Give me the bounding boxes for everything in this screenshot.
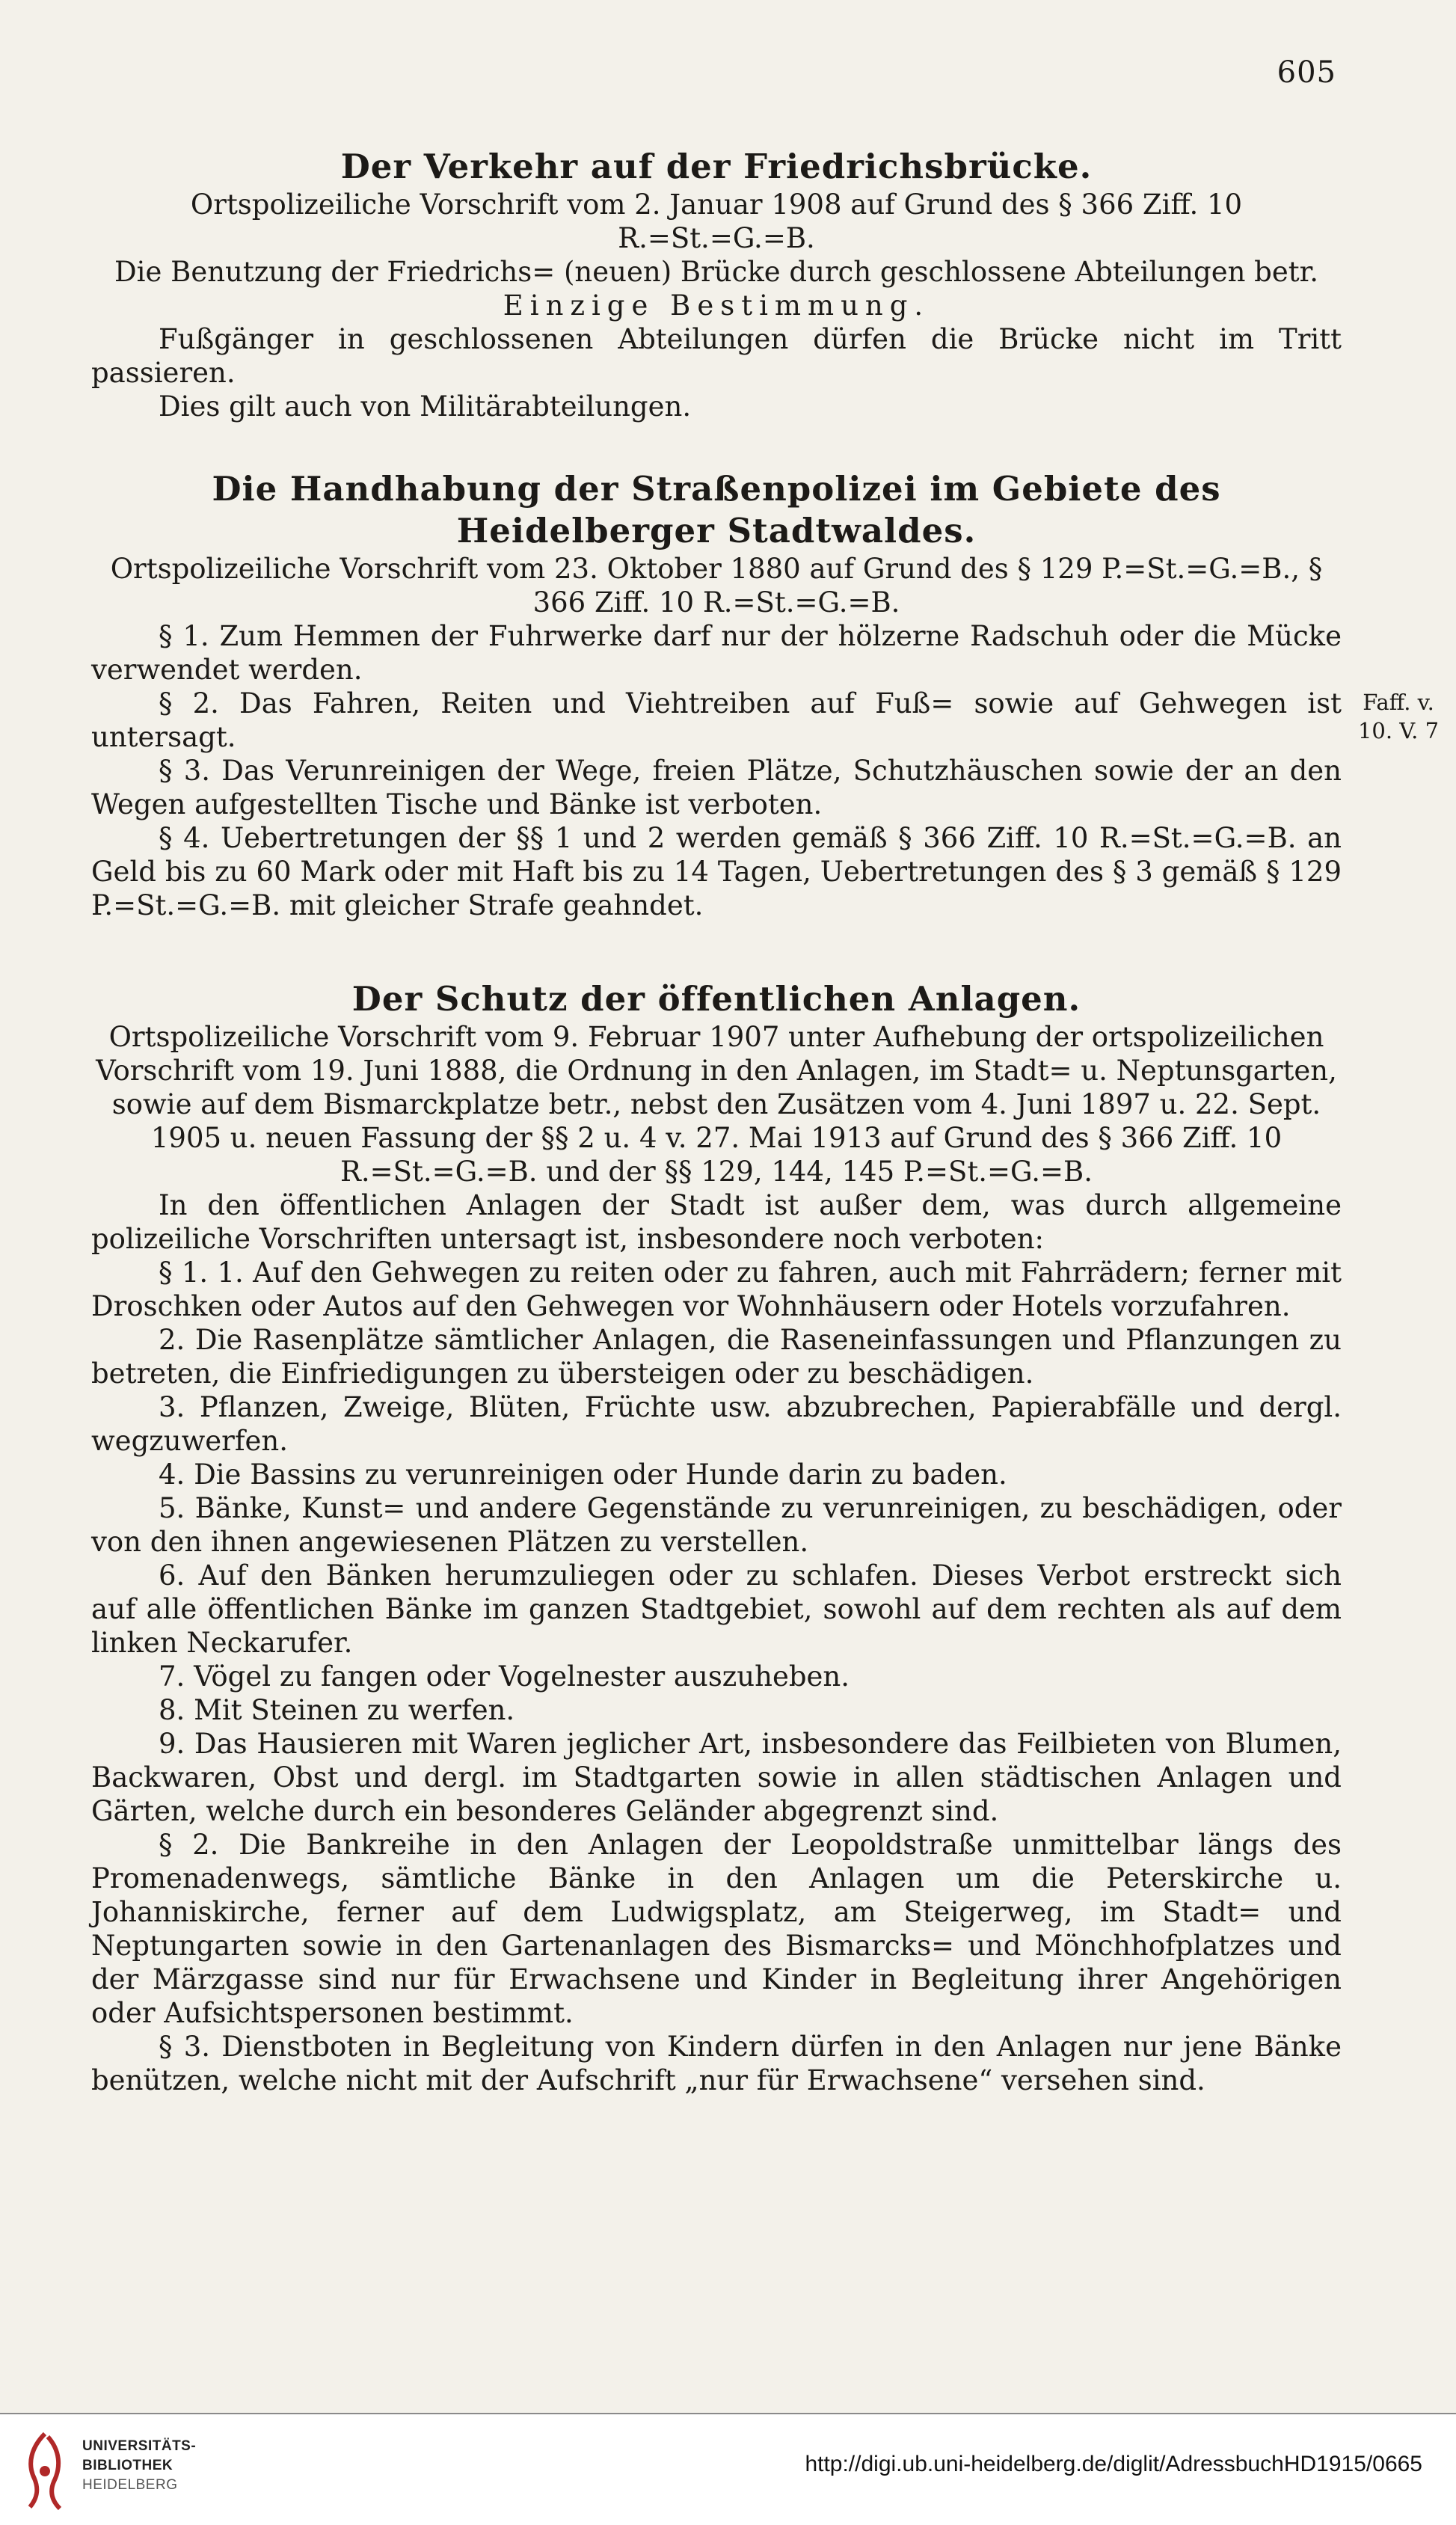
digitization-footer — [0, 2413, 1456, 2525]
section-title: Der Schutz der öffentlichen Anlagen. — [351, 979, 1081, 1019]
section-subtitle: Ortspolizeiliche Vorschrift vom 9. Februar 1907 unter Aufhebung der ortspolizeilichen Vorschrift vom 19. Juni 1888, die Ordnung in den Anlagen, im Stadt= u. Neptunsgarten, sowie auf dem Bismarckplatze betr., nebst den Zusätzen vom 4. Juni 1897 u. 22. Sept. 1905 u. neuen Fassung der §§ 2 u. 4 v. 27. Mai 1913 auf Grund des § 366 Ziff. 10 R.=St.=G.=B. und der §§ 129, 144, 145 P.=St.=G.=B. — [96, 1021, 1337, 1188]
library-name: UNIVERSITÄTS- BIBLIOTHEK HEIDELBERG — [82, 2438, 197, 2493]
paragraph: In den öffentlichen Anlagen der Stadt ist außer dem, was durch allgemeine polizeiliche Vorschriften untersagt ist, insbesondere noch verboten: — [91, 1189, 1342, 1255]
paragraph: § 1. Zum Hemmen der Fuhrwerke darf nur der hölzerne Radschuh oder die Mücke verwendet werden. — [91, 620, 1342, 686]
paragraph: Dies gilt auch von Militärabteilungen. — [159, 390, 692, 423]
paragraph: 6. Auf den Bänken herumzuliegen oder zu schlafen. Dieses Verbot erstreckt sich auf alle öffentlichen Bänke im ganzen Stadtgebiet, sowohl auf dem rechten als auf dem linken Neckarufer. — [91, 1559, 1342, 1659]
paragraph: 4. Die Bassins zu verunreinigen oder Hunde darin zu baden. — [159, 1458, 1007, 1491]
paragraph: 3. Pflanzen, Zweige, Blüten, Früchte usw. abzubrechen, Papierabfälle und dergl. wegzuwerfen. — [91, 1391, 1342, 1457]
paragraph: § 2. Die Bankreihe in den Anlagen der Leopoldstraße unmittelbar längs des Promenadenwegs, sämtliche Bänke in den Anlagen um die Peterskirche u. Johanniskirche, ferner auf dem Ludwigsplatz, am Steigerweg, im Stadt= und Neptungarten sowie in den Gartenanlagen des Bismarcks= und Mönchhofplatzes und der Märzgasse sind nur für Erwachsene und Kinder in Begleitung ihrer Angehörigen oder Aufsichtspersonen bestimmt. — [91, 1829, 1342, 2029]
section-anlagen — [91, 978, 1342, 2097]
paragraph: § 3. Das Verunreinigen der Wege, freien Plätze, Schutzhäuschen sowie der an den Wegen aufgestellten Tische und Bänke ist verboten. — [91, 755, 1342, 820]
section-heading: Einzige Bestimmung. — [503, 289, 930, 322]
paragraph: § 4. Uebertretungen der §§ 1 und 2 werden gemäß § 366 Ziff. 10 R.=St.=G.=B. an Geld bis zu 60 Mark oder mit Haft bis zu 14 Tagen, Uebertretungen des § 3 gemäß § 129 P.=St.=G.=B. mit gleicher Strafe geahndet. — [91, 822, 1342, 921]
margin-note — [1346, 688, 1451, 745]
paragraph: 5. Bänke, Kunst= und andere Gegenstände zu verunreinigen, zu beschädigen, oder von den ihnen angewiesenen Plätzen zu verstellen. — [91, 1492, 1342, 1558]
paragraph: Fußgänger in geschlossenen Abteilungen dürfen die Brücke nicht im Tritt passieren. — [91, 323, 1342, 389]
paragraph: § 2. Das Fahren, Reiten und Viehtreiben auf Fuß= sowie auf Gehwegen ist untersagt. — [91, 687, 1342, 753]
paragraph: § 1. 1. Auf den Gehwegen zu reiten oder zu fahren, auch mit Fahrrädern; ferner mit Droschken oder Autos auf den Gehwegen vor Wohnhäusern oder Hotels vorzufahren. — [91, 1257, 1342, 1322]
paragraph: § 3. Dienstboten in Begleitung von Kindern dürfen in den Anlagen nur jene Bänke benützen, welche nicht mit der Aufschrift „nur für Erwachsene“ versehen sind. — [91, 2031, 1342, 2096]
section-title: Die Handhabung der Straßenpolizei im Gebiete des Heidelberger Stadtwaldes. — [212, 469, 1221, 550]
source-url-link[interactable]: http://digi.ub.uni-heidelberg.de/diglit/AdressbuchHD1915/0665 — [805, 2452, 1422, 2476]
paragraph: 9. Das Hausieren mit Waren jeglicher Art, insbesondere das Feilbieten von Blumen, Backwaren, Obst und dergl. im Stadtgarten sowie in allen städtischen Anlagen und Gärten, welche durch ein besonderes Geländer abgegrenzt sind. — [91, 1728, 1342, 1827]
page-body — [91, 146, 1342, 2142]
page-number: 605 — [1277, 55, 1336, 90]
paragraph: 7. Vögel zu fangen oder Vogelnester auszuheben. — [159, 1660, 850, 1693]
paragraph: 8. Mit Steinen zu werfen. — [159, 1694, 515, 1726]
section-subtitle: Ortspolizeiliche Vorschrift vom 23. Oktober 1880 auf Grund des § 129 P.=St.=G.=B., § 366 Ziff. 10 R.=St.=G.=B. — [110, 553, 1323, 619]
section-friedrichsbruecke — [91, 146, 1342, 423]
section-subtitle: Ortspolizeiliche Vorschrift vom 2. Januar 1908 auf Grund des § 366 Ziff. 10 R.=St.=G.=B. — [190, 188, 1243, 254]
section-title: Der Verkehr auf der Friedrichsbrücke. — [340, 147, 1093, 186]
library-logo-icon — [18, 2429, 72, 2513]
section-stadtwald — [91, 468, 1342, 922]
paragraph: 2. Die Rasenplätze sämtlicher Anlagen, die Raseneinfassungen und Pflanzungen zu betreten, die Einfriedigungen zu übersteigen oder zu beschädigen. — [91, 1324, 1342, 1390]
section-subject: Die Benutzung der Friedrichs= (neuen) Brücke durch geschlossene Abteilungen betr. — [114, 256, 1319, 288]
margin-note-line: 10. V. 7 — [1357, 718, 1440, 743]
margin-note-line: Faff. v. — [1363, 690, 1434, 715]
